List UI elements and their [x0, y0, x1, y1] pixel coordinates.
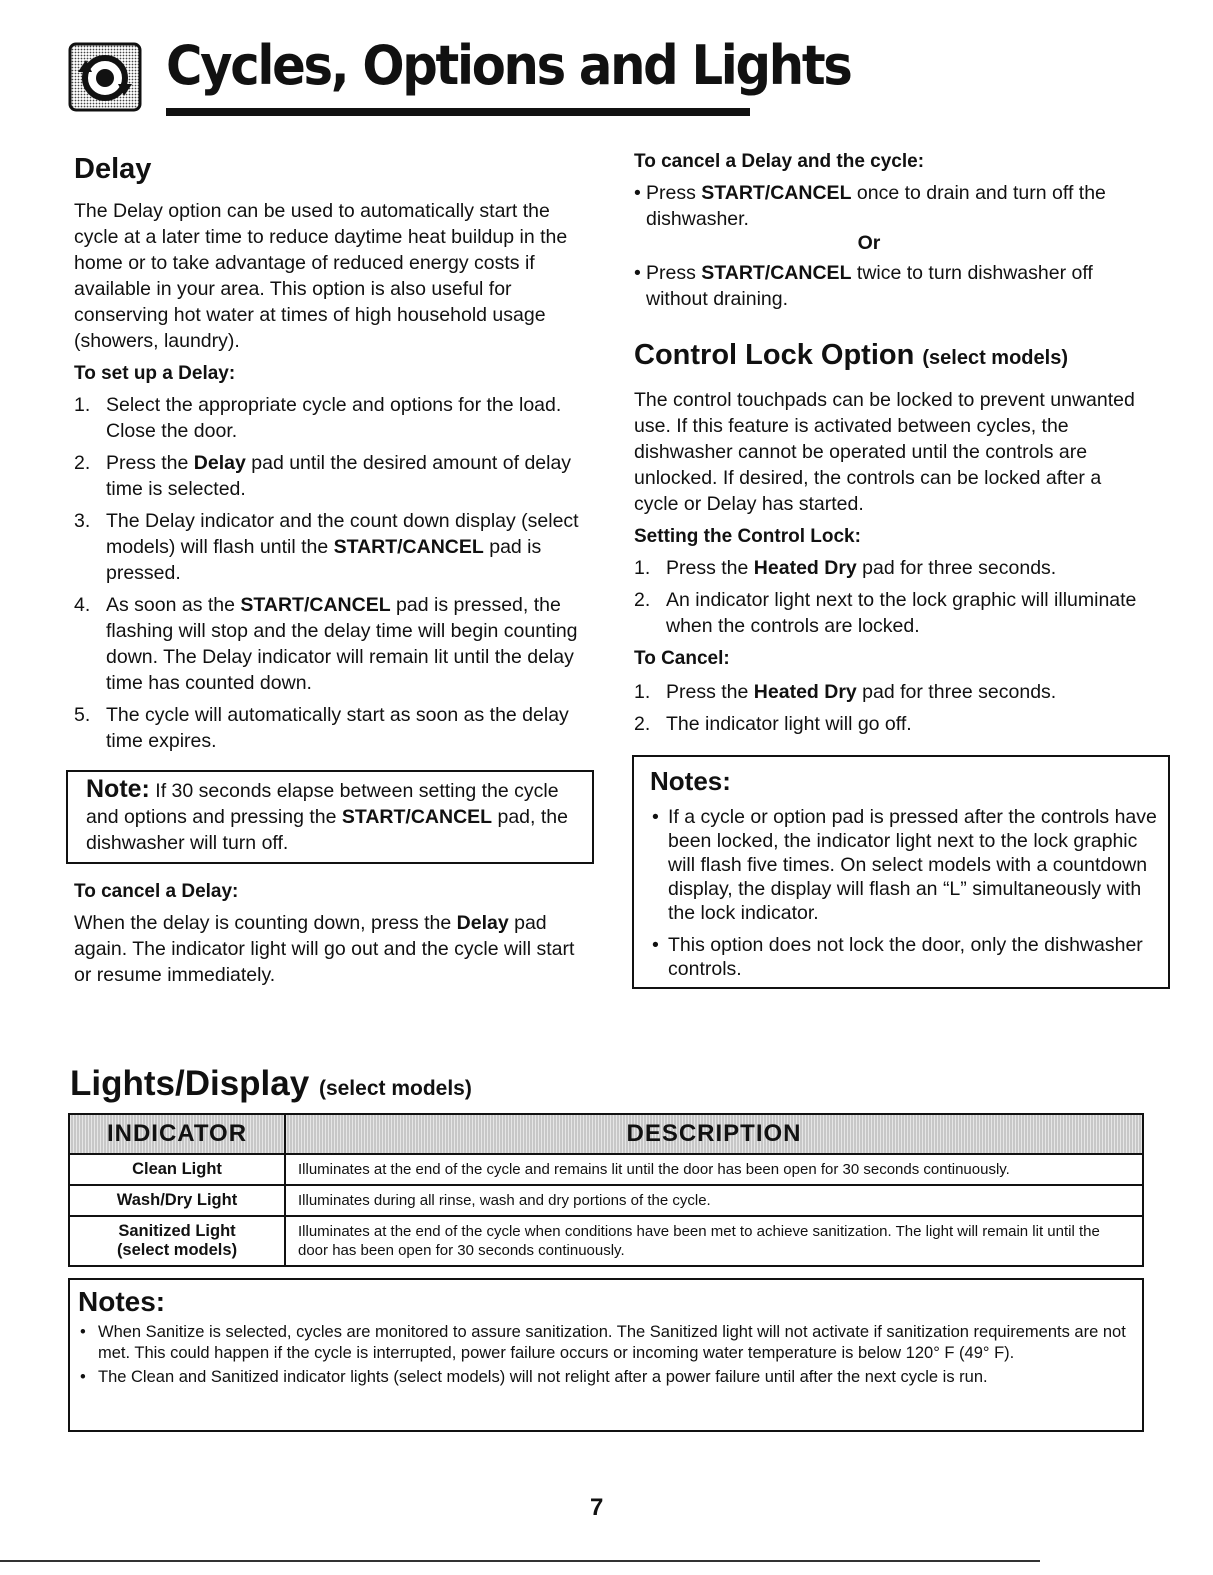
- page-number: 7: [590, 1494, 604, 1521]
- list-item: • The Clean and Sanitized indicator lights (select models) will not relight after a power failure until after the next cycle is run.: [80, 1368, 988, 1386]
- control-lock-heading: Control Lock Option (select models): [634, 339, 1068, 371]
- list-item: 1. Press the Heated Dry pad for three seconds.: [634, 557, 1057, 579]
- column-header-description: DESCRIPTION: [285, 1114, 1143, 1154]
- cancel-delay-text: When the delay is counting down, press the Delay pad again. The indicator light will go out and the cycle will start or resume immediately.: [74, 912, 575, 986]
- note-label: Note:: [86, 775, 150, 803]
- list-item: 2. The indicator light will go off.: [634, 713, 912, 735]
- delay-section: [74, 152, 594, 988]
- list-item: 3. The Delay indicator and the count down display (select models) will flash until the START/CANCEL pad is pressed.: [74, 510, 579, 584]
- delay-steps: [74, 392, 594, 754]
- list-item: • If a cycle or option pad is pressed after the controls have been locked, the indicator light next to the lock graphic will flash five times. On select models with a countdown display, the display will flash an “L” simultaneously with the lock indicator.: [652, 806, 1157, 924]
- list-item: • When Sanitize is selected, cycles are monitored to assure sanitization. The Sanitized light will not activate if sanitization requirements are not met. This could happen if the cycle is interrupted, power failure occurs or incoming water temperature is below 120° F (49° F).: [80, 1323, 1126, 1362]
- cancel-delay-heading: To cancel a Delay:: [74, 881, 239, 902]
- table-row: Sanitized Light (select models) Illuminates at the end of the cycle when conditions have been met to achieve sanitization. The light will remain lit until the door has been open for 30 seconds continuously.: [69, 1216, 1143, 1266]
- cancel-cycle-list: [634, 180, 1144, 312]
- list-item: • Press START/CANCEL once to drain and turn off the dishwasher.: [634, 182, 1106, 230]
- list-item: 1. Press the Heated Dry pad for three seconds.: [634, 681, 1057, 703]
- notes-heading: Notes:: [650, 766, 731, 796]
- lights-table: [68, 1113, 1144, 1267]
- delay-setup-heading: To set up a Delay:: [74, 363, 236, 384]
- page-header: [68, 34, 851, 118]
- list-item: 4. As soon as the START/CANCEL pad is pressed, the flashing will stop and the delay time will begin counting down. The Delay indicator will remain lit until the delay time has counted down.: [74, 594, 578, 694]
- cancel-lock-heading: To Cancel:: [634, 648, 730, 669]
- or-separator: Or: [857, 232, 881, 254]
- control-lock-notes-box: [632, 755, 1170, 989]
- list-item: 2. An indicator light next to the lock graphic will illuminate when the controls are locked.: [634, 589, 1137, 637]
- table-header-row: [69, 1114, 1143, 1154]
- cancel-lock-steps: [634, 679, 1144, 737]
- bottom-notes-box: [68, 1278, 1144, 1432]
- setting-lock-steps: [634, 555, 1144, 639]
- list-item: • Press START/CANCEL twice to turn dishwasher off without draining.: [634, 262, 1093, 310]
- cancel-cycle-heading: To cancel a Delay and the cycle:: [634, 151, 925, 172]
- table-row: Wash/Dry Light Illuminates during all rinse, wash and dry portions of the cycle.: [69, 1185, 1143, 1216]
- notes-heading: Notes:: [78, 1286, 166, 1317]
- cycle-arrow-icon: [68, 42, 142, 112]
- table-row: Clean Light Illuminates at the end of the cycle and remains lit until the door has been open for 30 seconds continuously.: [69, 1154, 1143, 1185]
- delay-note-box: Note: If 30 seconds elapse between setting the cycle and options and pressing the START/CANCEL pad, the dishwasher will turn off.: [66, 770, 594, 864]
- list-item: 2. Press the Delay pad until the desired amount of delay time is selected.: [74, 452, 572, 500]
- setting-lock-heading: Setting the Control Lock:: [634, 526, 861, 547]
- list-item: 1. Select the appropriate cycle and options for the load. Close the door.: [74, 394, 562, 442]
- title-underline: [166, 108, 750, 116]
- lights-heading: Lights/Display (select models): [70, 1064, 472, 1103]
- control-lock-intro: The control touchpads can be locked to prevent unwanted use. If this feature is activated between cycles, the dishwasher cannot be operated until the controls are unlocked. If desired, the controls can be locked after a cycle or Delay has started.: [634, 389, 1135, 515]
- footer-rule: [0, 1560, 1040, 1562]
- delay-intro: The Delay option can be used to automatically start the cycle at a later time to reduce daytime heat buildup in the home or to take advantage of reduced energy costs if available in your area. This option is also useful for conserving hot water at times of high household usage (showers, laundry).: [74, 200, 568, 352]
- delay-heading: Delay: [74, 153, 152, 185]
- right-column: [634, 150, 1157, 989]
- column-header-indicator: INDICATOR: [69, 1114, 285, 1154]
- list-item: 5. The cycle will automatically start as soon as the delay time expires.: [74, 704, 569, 752]
- page-title: Cycles, Options and Lights: [166, 34, 851, 97]
- list-item: • This option does not lock the door, only the dishwasher controls.: [652, 934, 1143, 980]
